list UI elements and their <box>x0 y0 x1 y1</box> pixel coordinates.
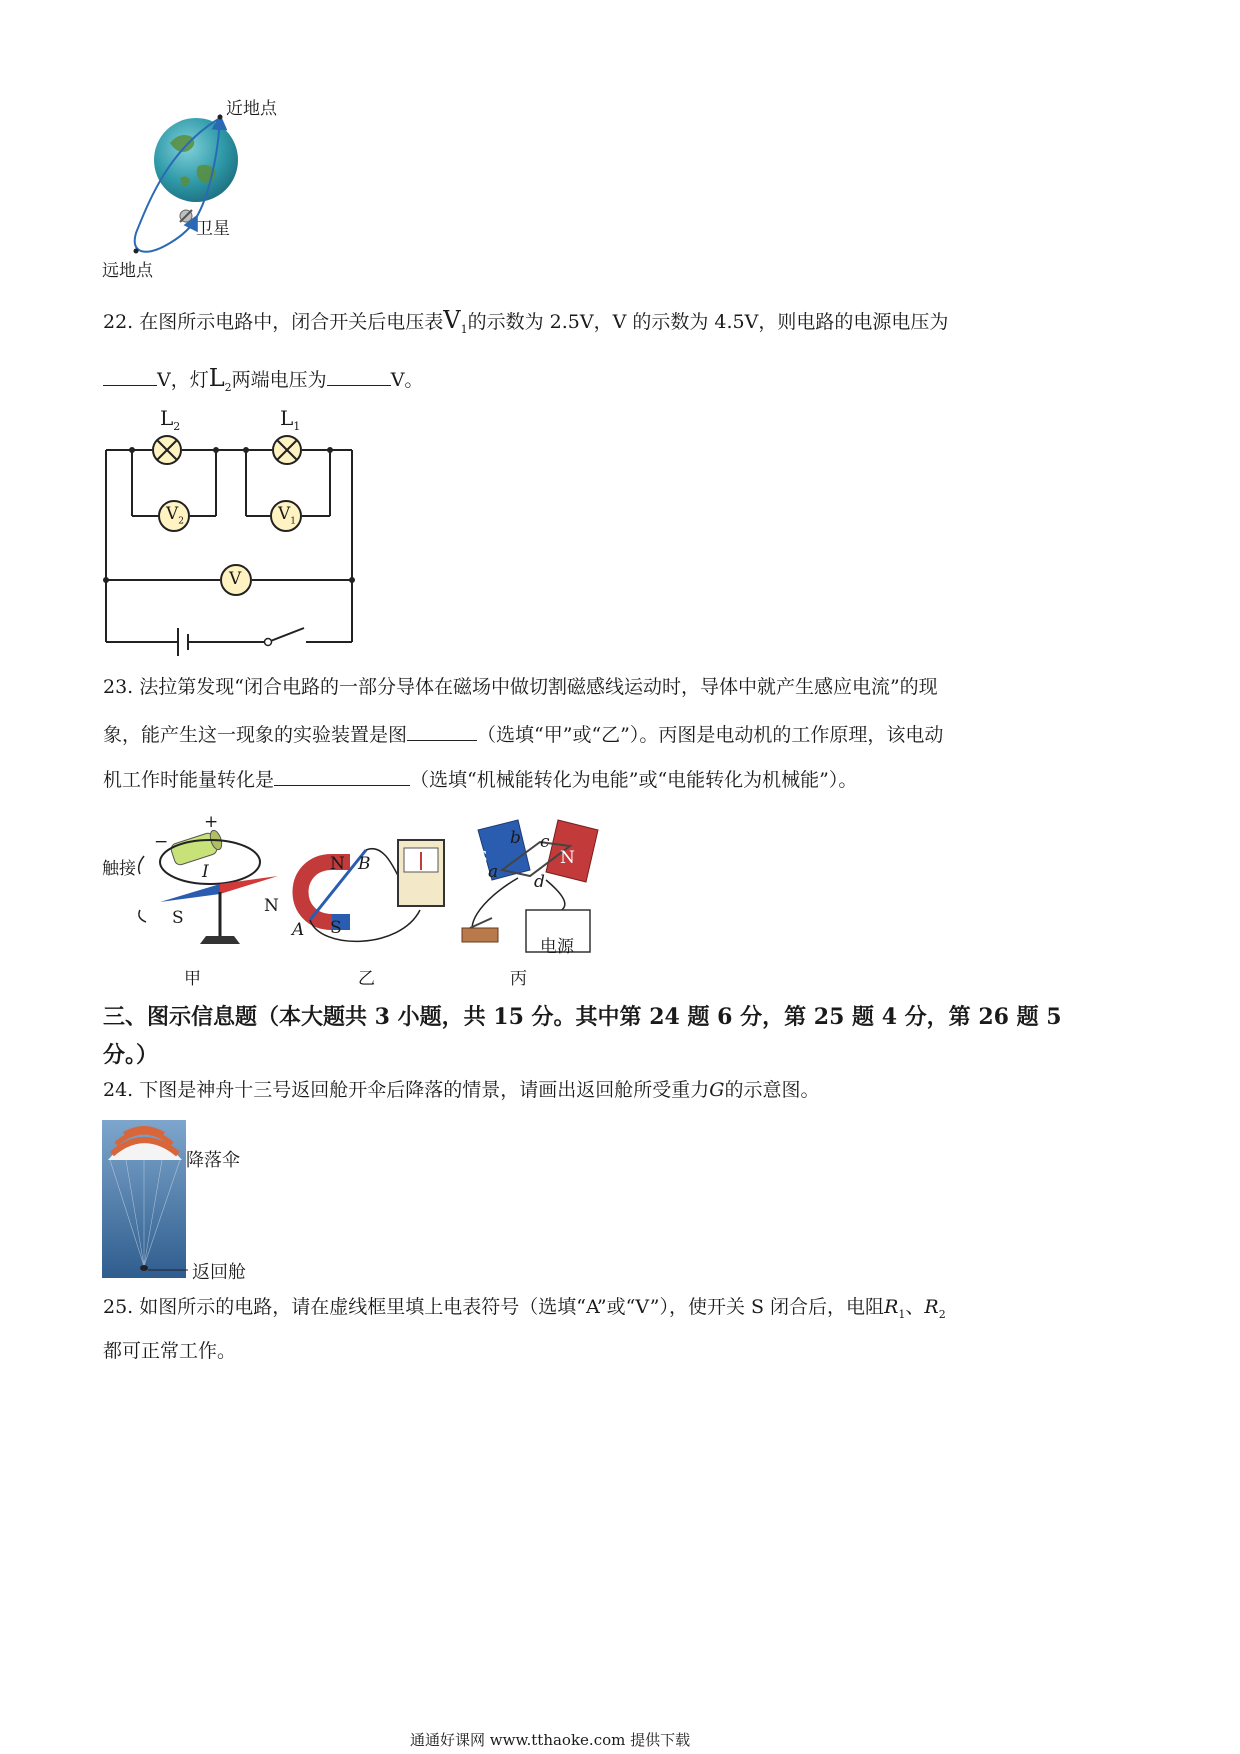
current-label: I <box>202 862 209 882</box>
q24-text: 24. 下图是神舟十三号返回舱开伞后降落的情景，请画出返回舱所受重力G的示意图。 <box>103 1079 820 1101</box>
parachute-label: 降落伞 <box>186 1150 240 1171</box>
l2-symbol: L <box>208 364 225 392</box>
bing-s-label: S <box>476 848 488 868</box>
knife-switch-icon <box>462 918 498 942</box>
q23-line2: 象，能产生这一现象的实验装置是图 （选填“甲”或“乙”）。丙图是电动机的工作原理，该电动 <box>103 724 944 746</box>
compass-n-label: N <box>264 896 279 916</box>
bing-b-label: b <box>510 828 521 848</box>
orbit-figure <box>100 88 320 288</box>
bing-a-label: a <box>488 862 499 882</box>
fig23 <box>100 810 620 990</box>
q25-line2: 都可正常工作。 <box>103 1340 237 1362</box>
q23-line1: 23. 法拉第发现“闭合电路的一部分导体在磁场中做切割磁感线运动时，导体中就产生感应电流”的现 <box>103 676 938 698</box>
q25-line1: 25. 如图所示的电路，请在虚线框里填上电表符号（选填“A”或“V”），使开关 S 闭合后，电阻$R_1$、$R_2$ <box>103 1296 946 1321</box>
meter-v-label: V <box>229 569 242 589</box>
plus-label: + <box>204 812 219 832</box>
q23-line3: 机工作时能量转化是 （选填“机械能转化为电能”或“电能转化为机械能”）。 <box>103 769 858 791</box>
bing-n-label: N <box>560 848 575 868</box>
meter-v1-label: $V_1$ <box>278 504 297 527</box>
perigee-label: 近地点 <box>226 99 277 119</box>
yi-n-label: N <box>330 854 345 874</box>
compass-s-label: S <box>172 908 184 928</box>
q22-line2: V，灯$L_2$两端电压为 V。 <box>103 366 423 393</box>
q22-line1: 22. 在图所示电路中，闭合开关后电压表$V_1$的示数为 2.5V，V 的示数为 4.5V，则电路的电源电压为 <box>103 306 949 336</box>
circuit-svg <box>100 404 370 666</box>
minus-label: − <box>154 832 169 852</box>
answer-blank-1[interactable] <box>103 367 157 386</box>
satellite-label: 卫星 <box>196 219 230 239</box>
yi-a-label: A <box>292 920 305 940</box>
parachute-photo <box>102 1120 362 1280</box>
capsule-icon <box>140 1265 148 1271</box>
q24-figure <box>102 1120 362 1283</box>
bing-c-label: c <box>540 832 550 852</box>
answer-blank-2[interactable] <box>327 367 391 386</box>
answer-blank-3[interactable] <box>407 722 477 741</box>
fig-yi-label: 乙 <box>358 969 375 989</box>
meter-v2-label: $V_2$ <box>166 504 185 527</box>
lamp-l1-label: $L_1$ <box>280 406 301 433</box>
circuit-diagram-q22 <box>100 404 370 666</box>
section3-title: 三、图示信息题（本大题共 3 小题，共 15 分。其中第 24 题 6 分，第 25 题 4 分，第 26 题 5 分。） <box>103 1004 1062 1068</box>
apogee-label: 远地点 <box>102 261 153 281</box>
lamp-l2-label: $L_2$ <box>160 406 181 433</box>
v1-symbol: V <box>443 306 461 334</box>
capsule-label: 返回舱 <box>192 1262 246 1283</box>
gravity-symbol: G <box>709 1079 725 1101</box>
galvanometer-icon <box>398 840 444 906</box>
yi-b-label: B <box>358 854 371 874</box>
fig-bing-label: 丙 <box>510 969 527 989</box>
footer-text: 通通好课网 www.tthaoke.com 提供下载 <box>410 1731 691 1749</box>
lamp-l2-icon <box>153 436 181 464</box>
bing-d-label: d <box>534 872 545 892</box>
answer-blank-4[interactable] <box>274 767 410 786</box>
fig-jia-label: 甲 <box>184 969 201 989</box>
touch-label: 触接 <box>102 859 136 879</box>
battery-icon <box>170 829 224 866</box>
earth-icon <box>154 118 238 202</box>
power-label: 电源 <box>540 937 574 957</box>
yi-s-label: S <box>330 918 342 938</box>
lamp-l1-icon <box>273 436 301 464</box>
